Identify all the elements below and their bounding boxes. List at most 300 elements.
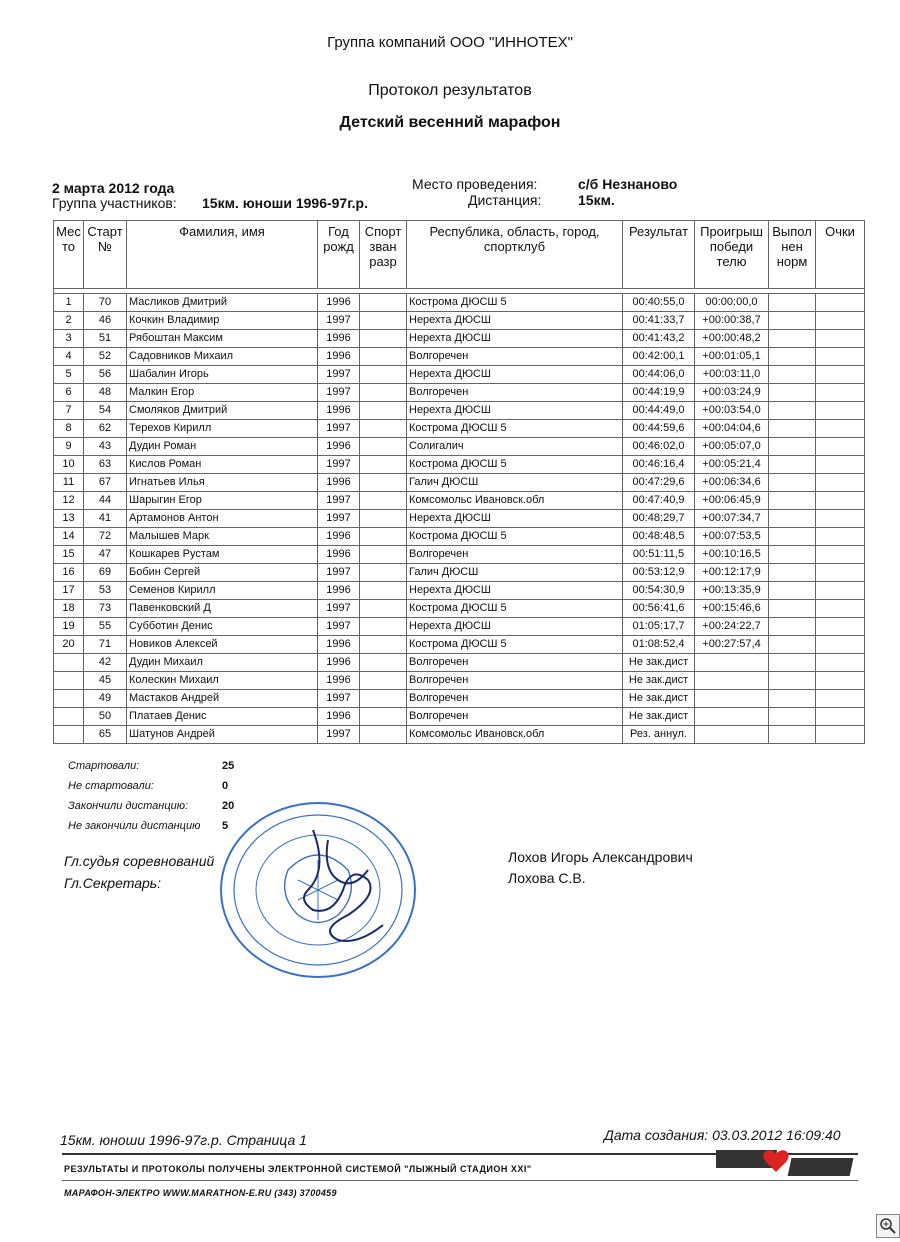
cell-norm [769, 672, 816, 690]
cell-norm [769, 330, 816, 348]
zoom-button[interactable] [876, 1214, 900, 1238]
cell-time-gap [695, 690, 769, 708]
cell-birth-year: 1996 [318, 708, 360, 726]
cell-norm [769, 636, 816, 654]
cell-club: Нерехта ДЮСШ [407, 402, 623, 420]
cell-athlete-name: Рябоштан Максим [127, 330, 318, 348]
cell-athlete-name: Кошкарев Рустам [127, 546, 318, 564]
footer-divider-2 [62, 1180, 858, 1181]
cell-start-number: 56 [84, 366, 127, 384]
venue-value: с/б Незнаново [578, 176, 678, 192]
cell-club: Кострома ДЮСШ 5 [407, 600, 623, 618]
cell-start-number: 48 [84, 384, 127, 402]
col-result: Результат [623, 221, 695, 289]
handwritten-signature [304, 830, 383, 941]
table-row [54, 528, 865, 546]
cell-norm [769, 528, 816, 546]
cell-time-gap: +00:13:35,9 [695, 582, 769, 600]
table-row [54, 564, 865, 582]
cell-club: Галич ДЮСШ [407, 564, 623, 582]
cell-points [816, 474, 865, 492]
cell-club: Нерехта ДЮСШ [407, 330, 623, 348]
cell-result: 00:44:06,0 [623, 366, 695, 384]
cell-birth-year: 1996 [318, 294, 360, 312]
cell-points [816, 600, 865, 618]
cell-athlete-name: Мастаков Андрей [127, 690, 318, 708]
cell-sport-rank [360, 330, 407, 348]
cell-result: Не зак.дист [623, 672, 695, 690]
cell-start-number: 63 [84, 456, 127, 474]
cell-birth-year: 1997 [318, 312, 360, 330]
cell-sport-rank [360, 690, 407, 708]
event-date: 2 марта 2012 года [52, 180, 175, 196]
cell-time-gap: +00:01:05,1 [695, 348, 769, 366]
cell-sport-rank [360, 654, 407, 672]
cell-start-number: 51 [84, 330, 127, 348]
cell-birth-year: 1997 [318, 456, 360, 474]
table-row [54, 708, 865, 726]
cell-start-number: 69 [84, 564, 127, 582]
cell-start-number: 62 [84, 420, 127, 438]
cell-athlete-name: Новиков Алексей [127, 636, 318, 654]
cell-club: Комсомольс Ивановск.обл [407, 492, 623, 510]
cell-time-gap: +00:03:24,9 [695, 384, 769, 402]
cell-birth-year: 1996 [318, 348, 360, 366]
cell-athlete-name: Шатунов Андрей [127, 726, 318, 744]
footer-contact-line: МАРАФОН-ЭЛЕКТРО WWW.MARATHON-E.RU (343) 3700459 [64, 1188, 337, 1198]
cell-sport-rank [360, 672, 407, 690]
group-value: 15км. юноши 1996-97г.р. [202, 195, 368, 211]
event-title: Детский весенний марафон [339, 114, 561, 131]
cell-birth-year: 1997 [318, 618, 360, 636]
distance-value: 15км. [578, 192, 615, 208]
cell-norm [769, 312, 816, 330]
cell-place [54, 690, 84, 708]
table-row [54, 456, 865, 474]
cell-time-gap: +00:12:17,9 [695, 564, 769, 582]
cell-points [816, 330, 865, 348]
cell-athlete-name: Субботин Денис [127, 618, 318, 636]
cell-sport-rank [360, 492, 407, 510]
cell-result: Не зак.дист [623, 708, 695, 726]
cell-place [54, 672, 84, 690]
cell-points [816, 312, 865, 330]
cell-time-gap [695, 726, 769, 744]
cell-points [816, 528, 865, 546]
cell-sport-rank [360, 384, 407, 402]
cell-time-gap: +00:10:16,5 [695, 546, 769, 564]
stat-value: 0 [222, 780, 229, 792]
cell-club: Волгоречен [407, 348, 623, 366]
judge-label: Гл.судья соревнований [64, 853, 215, 869]
cell-sport-rank [360, 294, 407, 312]
col-region: Республика, область, город, спортклуб [407, 221, 623, 289]
cell-birth-year: 1996 [318, 330, 360, 348]
cell-club: Волгоречен [407, 672, 623, 690]
cell-time-gap: +00:15:46,6 [695, 600, 769, 618]
cell-result: Рез. аннул. [623, 726, 695, 744]
cell-time-gap: +00:03:54,0 [695, 402, 769, 420]
cell-sport-rank [360, 528, 407, 546]
stat-label: Стартовали: [68, 760, 140, 772]
table-row [54, 294, 865, 312]
cell-norm [769, 510, 816, 528]
cell-club: Волгоречен [407, 546, 623, 564]
cell-place: 17 [54, 582, 84, 600]
cell-club: Нерехта ДЮСШ [407, 618, 623, 636]
cell-time-gap: +00:04:04,6 [695, 420, 769, 438]
stat-label: Не закончили дистанцию [68, 820, 201, 832]
cell-points [816, 690, 865, 708]
col-start: Старт № [84, 221, 127, 289]
cell-place: 1 [54, 294, 84, 312]
cell-place: 20 [54, 636, 84, 654]
cell-birth-year: 1996 [318, 438, 360, 456]
cell-start-number: 70 [84, 294, 127, 312]
cell-result: 00:41:43,2 [623, 330, 695, 348]
stat-value: 20 [222, 800, 235, 812]
cell-place: 8 [54, 420, 84, 438]
cell-birth-year: 1996 [318, 654, 360, 672]
cell-club: Галич ДЮСШ [407, 474, 623, 492]
cell-birth-year: 1996 [318, 636, 360, 654]
col-year: Год рожд [318, 221, 360, 289]
cell-athlete-name: Колескин Михаил [127, 672, 318, 690]
organization-title: Группа компаний ООО "ИННОТЕХ" [327, 34, 573, 51]
cell-result: 00:56:41,6 [623, 600, 695, 618]
cell-birth-year: 1996 [318, 402, 360, 420]
cell-start-number: 45 [84, 672, 127, 690]
col-gap: Проигрыш победи телю [695, 221, 769, 289]
table-row [54, 348, 865, 366]
cell-sport-rank [360, 312, 407, 330]
cell-club: Волгоречен [407, 708, 623, 726]
cell-sport-rank [360, 564, 407, 582]
cell-place: 5 [54, 366, 84, 384]
cell-points [816, 510, 865, 528]
group-label: Группа участников: [52, 195, 177, 211]
cell-birth-year: 1997 [318, 492, 360, 510]
cell-result: 00:42:00,1 [623, 348, 695, 366]
cell-birth-year: 1997 [318, 420, 360, 438]
cell-result: 00:44:19,9 [623, 384, 695, 402]
cell-norm [769, 492, 816, 510]
table-row [54, 546, 865, 564]
cell-sport-rank [360, 420, 407, 438]
cell-start-number: 50 [84, 708, 127, 726]
stat-label: Закончили дистанцию: [68, 800, 189, 812]
col-norm: Выпол нен норм [769, 221, 816, 289]
cell-time-gap: +00:00:48,2 [695, 330, 769, 348]
cell-club: Волгоречен [407, 384, 623, 402]
cell-points [816, 366, 865, 384]
cell-athlete-name: Садовников Михаил [127, 348, 318, 366]
cell-points [816, 438, 865, 456]
footer-system-line: РЕЗУЛЬТАТЫ И ПРОТОКОЛЫ ПОЛУЧЕНЫ ЭЛЕКТРОННОЙ СИСТЕМОЙ "ЛЫЖНЫЙ СТАДИОН XXI" [64, 1164, 532, 1174]
cell-place: 4 [54, 348, 84, 366]
judge-name: Лохов Игорь Александрович [508, 849, 693, 865]
cell-club: Кострома ДЮСШ 5 [407, 294, 623, 312]
cell-result: 00:48:29,7 [623, 510, 695, 528]
col-name: Фамилия, имя [127, 221, 318, 289]
cell-club: Комсомольс Ивановск.обл [407, 726, 623, 744]
cell-norm [769, 402, 816, 420]
cell-points [816, 402, 865, 420]
cell-points [816, 420, 865, 438]
cell-points [816, 636, 865, 654]
table-row [54, 384, 865, 402]
cell-norm [769, 294, 816, 312]
col-place: Мес то [54, 221, 84, 289]
cell-start-number: 46 [84, 312, 127, 330]
cell-time-gap: +00:24:22,7 [695, 618, 769, 636]
cell-time-gap: +00:05:07,0 [695, 438, 769, 456]
cell-time-gap: +00:05:21,4 [695, 456, 769, 474]
cell-birth-year: 1996 [318, 582, 360, 600]
official-stamp [218, 800, 418, 980]
cell-sport-rank [360, 582, 407, 600]
cell-birth-year: 1997 [318, 564, 360, 582]
cell-time-gap: +00:00:38,7 [695, 312, 769, 330]
cell-points [816, 618, 865, 636]
table-row [54, 636, 865, 654]
cell-club: Нерехта ДЮСШ [407, 582, 623, 600]
cell-start-number: 53 [84, 582, 127, 600]
cell-sport-rank [360, 456, 407, 474]
cell-result: 00:51:11,5 [623, 546, 695, 564]
cell-sport-rank [360, 510, 407, 528]
cell-place [54, 654, 84, 672]
cell-place: 9 [54, 438, 84, 456]
cell-time-gap: +00:27:57,4 [695, 636, 769, 654]
cell-norm [769, 366, 816, 384]
cell-athlete-name: Кочкин Владимир [127, 312, 318, 330]
table-row [54, 312, 865, 330]
cell-norm [769, 564, 816, 582]
cell-club: Кострома ДЮСШ 5 [407, 528, 623, 546]
cell-athlete-name: Шарыгин Егор [127, 492, 318, 510]
cell-athlete-name: Платаев Денис [127, 708, 318, 726]
cell-points [816, 294, 865, 312]
cell-norm [769, 708, 816, 726]
magnifier-icon [877, 1215, 899, 1237]
cell-birth-year: 1997 [318, 366, 360, 384]
cell-place [54, 708, 84, 726]
cell-athlete-name: Павенковский Д [127, 600, 318, 618]
cell-club: Волгоречен [407, 690, 623, 708]
cell-place: 13 [54, 510, 84, 528]
cell-time-gap: +00:06:45,9 [695, 492, 769, 510]
cell-result: 00:48:48,5 [623, 528, 695, 546]
cell-sport-rank [360, 636, 407, 654]
cell-start-number: 52 [84, 348, 127, 366]
cell-start-number: 73 [84, 600, 127, 618]
table-row [54, 672, 865, 690]
cell-points [816, 384, 865, 402]
cell-result: 00:47:40,9 [623, 492, 695, 510]
cell-sport-rank [360, 348, 407, 366]
cell-start-number: 41 [84, 510, 127, 528]
cell-athlete-name: Масликов Дмитрий [127, 294, 318, 312]
table-row [54, 510, 865, 528]
cell-birth-year: 1996 [318, 474, 360, 492]
cell-time-gap: +00:03:11,0 [695, 366, 769, 384]
table-row [54, 474, 865, 492]
table-row [54, 690, 865, 708]
cell-birth-year: 1997 [318, 384, 360, 402]
cell-norm [769, 474, 816, 492]
table-row [54, 618, 865, 636]
cell-result: 01:08:52,4 [623, 636, 695, 654]
cell-sport-rank [360, 618, 407, 636]
cell-sport-rank [360, 546, 407, 564]
cell-athlete-name: Дудин Роман [127, 438, 318, 456]
cell-place: 10 [54, 456, 84, 474]
cell-start-number: 44 [84, 492, 127, 510]
table-row [54, 330, 865, 348]
cell-place: 6 [54, 384, 84, 402]
cell-start-number: 55 [84, 618, 127, 636]
col-rank: Спорт зван разр [360, 221, 407, 289]
table-row [54, 366, 865, 384]
table-row [54, 402, 865, 420]
cell-start-number: 72 [84, 528, 127, 546]
cell-points [816, 672, 865, 690]
cell-sport-rank [360, 366, 407, 384]
cell-points [816, 456, 865, 474]
cell-club: Кострома ДЮСШ 5 [407, 420, 623, 438]
cell-place: 2 [54, 312, 84, 330]
cell-start-number: 43 [84, 438, 127, 456]
cell-result: 00:46:02,0 [623, 438, 695, 456]
cell-norm [769, 654, 816, 672]
cell-athlete-name: Бобин Сергей [127, 564, 318, 582]
cell-result: 00:40:55,0 [623, 294, 695, 312]
cell-place: 18 [54, 600, 84, 618]
cell-points [816, 654, 865, 672]
table-row [54, 726, 865, 744]
cell-sport-rank [360, 402, 407, 420]
cell-place [54, 726, 84, 744]
cell-result: 00:54:30,9 [623, 582, 695, 600]
cell-athlete-name: Кислов Роман [127, 456, 318, 474]
cell-start-number: 54 [84, 402, 127, 420]
cell-time-gap: +00:07:34,7 [695, 510, 769, 528]
cell-result: 00:44:59,6 [623, 420, 695, 438]
cell-result: 00:47:29,6 [623, 474, 695, 492]
cell-points [816, 564, 865, 582]
cell-start-number: 65 [84, 726, 127, 744]
cell-club: Солигалич [407, 438, 623, 456]
cell-start-number: 49 [84, 690, 127, 708]
cell-norm [769, 348, 816, 366]
cell-points [816, 708, 865, 726]
cell-birth-year: 1997 [318, 690, 360, 708]
cell-start-number: 47 [84, 546, 127, 564]
cell-sport-rank [360, 474, 407, 492]
cell-club: Нерехта ДЮСШ [407, 312, 623, 330]
cell-norm [769, 600, 816, 618]
cell-birth-year: 1997 [318, 726, 360, 744]
cell-start-number: 67 [84, 474, 127, 492]
secretary-name: Лохова С.В. [508, 870, 586, 886]
cell-start-number: 71 [84, 636, 127, 654]
cell-sport-rank [360, 708, 407, 726]
cell-result: 00:46:16,4 [623, 456, 695, 474]
secretary-label: Гл.Секретарь: [64, 875, 162, 891]
cell-place: 14 [54, 528, 84, 546]
cell-time-gap: +00:06:34,6 [695, 474, 769, 492]
table-row [54, 654, 865, 672]
cell-time-gap [695, 708, 769, 726]
cell-norm [769, 690, 816, 708]
page-info: 15км. юноши 1996-97г.р. Страница 1 [60, 1132, 307, 1148]
cell-place: 7 [54, 402, 84, 420]
cell-athlete-name: Малкин Егор [127, 384, 318, 402]
cell-place: 19 [54, 618, 84, 636]
cell-club: Нерехта ДЮСШ [407, 366, 623, 384]
cell-time-gap [695, 654, 769, 672]
stat-value: 5 [222, 820, 229, 832]
venue-label: Место проведения: [412, 176, 538, 192]
cell-athlete-name: Дудин Михаил [127, 654, 318, 672]
cell-athlete-name: Семенов Кирилл [127, 582, 318, 600]
cell-athlete-name: Терехов Кирилл [127, 420, 318, 438]
cell-place: 15 [54, 546, 84, 564]
table-row [54, 492, 865, 510]
table-row [54, 438, 865, 456]
table-row [54, 600, 865, 618]
cell-athlete-name: Артамонов Антон [127, 510, 318, 528]
cell-result: 00:53:12,9 [623, 564, 695, 582]
cell-athlete-name: Малышев Марк [127, 528, 318, 546]
cell-birth-year: 1996 [318, 546, 360, 564]
cell-place: 11 [54, 474, 84, 492]
cell-sport-rank [360, 726, 407, 744]
document-type: Протокол результатов [368, 82, 532, 99]
cell-place: 16 [54, 564, 84, 582]
cell-place: 3 [54, 330, 84, 348]
cell-club: Кострома ДЮСШ 5 [407, 636, 623, 654]
cell-start-number: 42 [84, 654, 127, 672]
cell-norm [769, 438, 816, 456]
cell-place: 12 [54, 492, 84, 510]
cell-athlete-name: Игнатьев Илья [127, 474, 318, 492]
cell-sport-rank [360, 438, 407, 456]
stat-value: 25 [222, 760, 235, 772]
cell-birth-year: 1996 [318, 528, 360, 546]
table-row [54, 582, 865, 600]
table-header-row [54, 221, 865, 289]
cell-norm [769, 618, 816, 636]
cell-result: Не зак.дист [623, 690, 695, 708]
cell-norm [769, 456, 816, 474]
cell-points [816, 726, 865, 744]
cell-birth-year: 1996 [318, 672, 360, 690]
cell-birth-year: 1997 [318, 600, 360, 618]
cell-points [816, 582, 865, 600]
cell-sport-rank [360, 600, 407, 618]
stat-label: Не стартовали: [68, 780, 154, 792]
cell-result: 00:44:49,0 [623, 402, 695, 420]
cell-athlete-name: Смоляков Дмитрий [127, 402, 318, 420]
cell-club: Нерехта ДЮСШ [407, 510, 623, 528]
distance-label: Дистанция: [468, 192, 542, 208]
cell-points [816, 546, 865, 564]
cell-birth-year: 1997 [318, 510, 360, 528]
creation-date: Дата создания: 03.03.2012 16:09:40 [604, 1127, 841, 1143]
cell-time-gap: 00:00:00,0 [695, 294, 769, 312]
